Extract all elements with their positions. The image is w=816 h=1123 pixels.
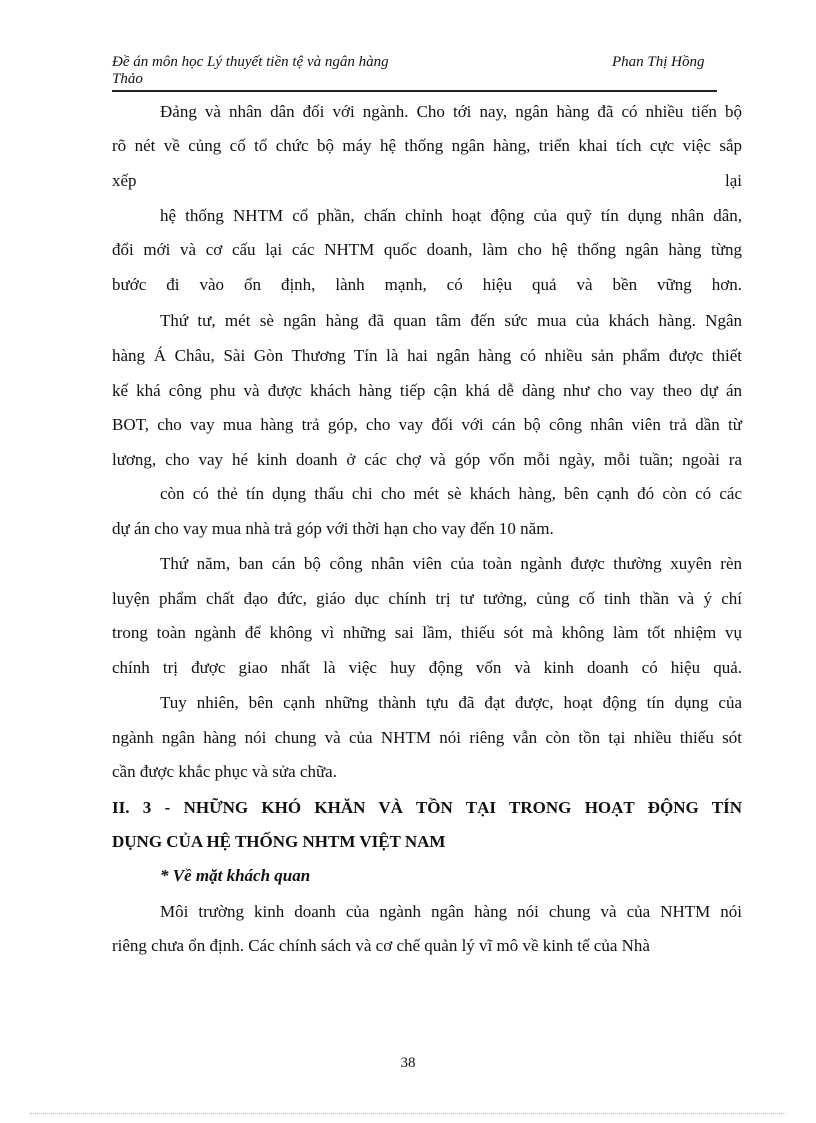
text-line: chính trị được giao nhất là việc huy động vốn và kinh doanh có hiệu quả. <box>112 658 742 677</box>
text-line: hàng Á Châu, Sài Gòn Thương Tín là hai ngân hàng có nhiều sản phẩm được thiết <box>112 346 742 365</box>
text-line: kế khá công phu và được khách hàng tiếp cận khá dễ dàng như cho vay theo dự án <box>112 381 742 400</box>
page-bottom-divider <box>30 1113 786 1114</box>
text-line: rõ nét về củng cố tổ chức bộ máy hệ thống ngân hàng, triển khai tích cực việc sắp <box>112 136 742 155</box>
text-line: luyện phẩm chất đạo đức, giáo dục chính trị tư tưởng, củng cố tinh thần và ý chí <box>112 589 742 608</box>
text-line: ngành ngân hàng nói chung và của NHTM nói riêng vẫn còn tồn tại nhiều thiếu sót <box>112 728 742 747</box>
text-line: xếp lại <box>112 171 742 190</box>
text-line: hệ thống NHTM cổ phần, chấn chỉnh hoạt động của quỹ tín dụng nhân dân, <box>160 206 742 225</box>
section-heading: II. 3 - NHỮNG KHÓ KHĂN VÀ TỒN TẠI TRONG HOẠT ĐỘNG TÍN <box>112 798 742 817</box>
header-document-title: Đề án môn học Lý thuyết tiền tệ và ngân hàng Thảo <box>112 54 389 87</box>
text-line: bước đi vào ổn định, lành mạnh, có hiệu quả và bền vững hơn. <box>112 275 742 294</box>
text-line: Đảng và nhân dân đối với ngành. Cho tới nay, ngân hàng đã có nhiều tiến bộ <box>160 102 742 121</box>
text-line: Tuy nhiên, bên cạnh những thành tựu đã đạt được, hoạt động tín dụng của <box>160 693 742 712</box>
header-author: Phan Thị Hồng <box>612 54 705 70</box>
subsection-heading: * Về mặt khách quan <box>160 866 311 885</box>
text-line: trong toàn ngành để không vì những sai lầm, thiếu sót mà không làm tốt nhiệm vụ <box>112 623 742 642</box>
text-line: BOT, cho vay mua hàng trả góp, cho vay đối với cán bộ công nhân viên trả dần từ <box>112 415 742 434</box>
text-line: đổi mới và cơ cấu lại các NHTM quốc doanh, làm cho hệ thống ngân hàng từng <box>112 240 742 259</box>
text-line: Thứ tư, mét sè ngân hàng đã quan tâm đến sức mua của khách hàng. Ngân <box>160 311 742 330</box>
text-line: Môi trường kinh doanh của ngành ngân hàng nói chung và của NHTM nói <box>160 902 742 921</box>
page-header <box>112 54 717 92</box>
text-line: dự án cho vay mua nhà trả góp với thời hạn cho vay đến 10 năm. <box>112 519 554 538</box>
text-line: lương, cho vay hé kinh doanh ở các chợ và góp vốn mỗi ngày, mỗi tuần; ngoài ra <box>112 450 742 469</box>
text-line: còn có thẻ tín dụng thấu chi cho mét sè khách hàng, bên cạnh đó còn có các <box>160 484 742 503</box>
text-line: riêng chưa ổn định. Các chính sách và cơ chế quản lý vĩ mô về kinh tế của Nhà <box>112 936 650 955</box>
section-heading-cont: DỤNG CỦA HỆ THỐNG NHTM VIỆT NAM <box>112 832 446 851</box>
text-line: Thứ năm, ban cán bộ công nhân viên của toàn ngành được thường xuyên rèn <box>160 554 742 573</box>
text-line: cần được khắc phục và sửa chữa. <box>112 762 337 781</box>
page-number: 38 <box>400 1055 416 1071</box>
